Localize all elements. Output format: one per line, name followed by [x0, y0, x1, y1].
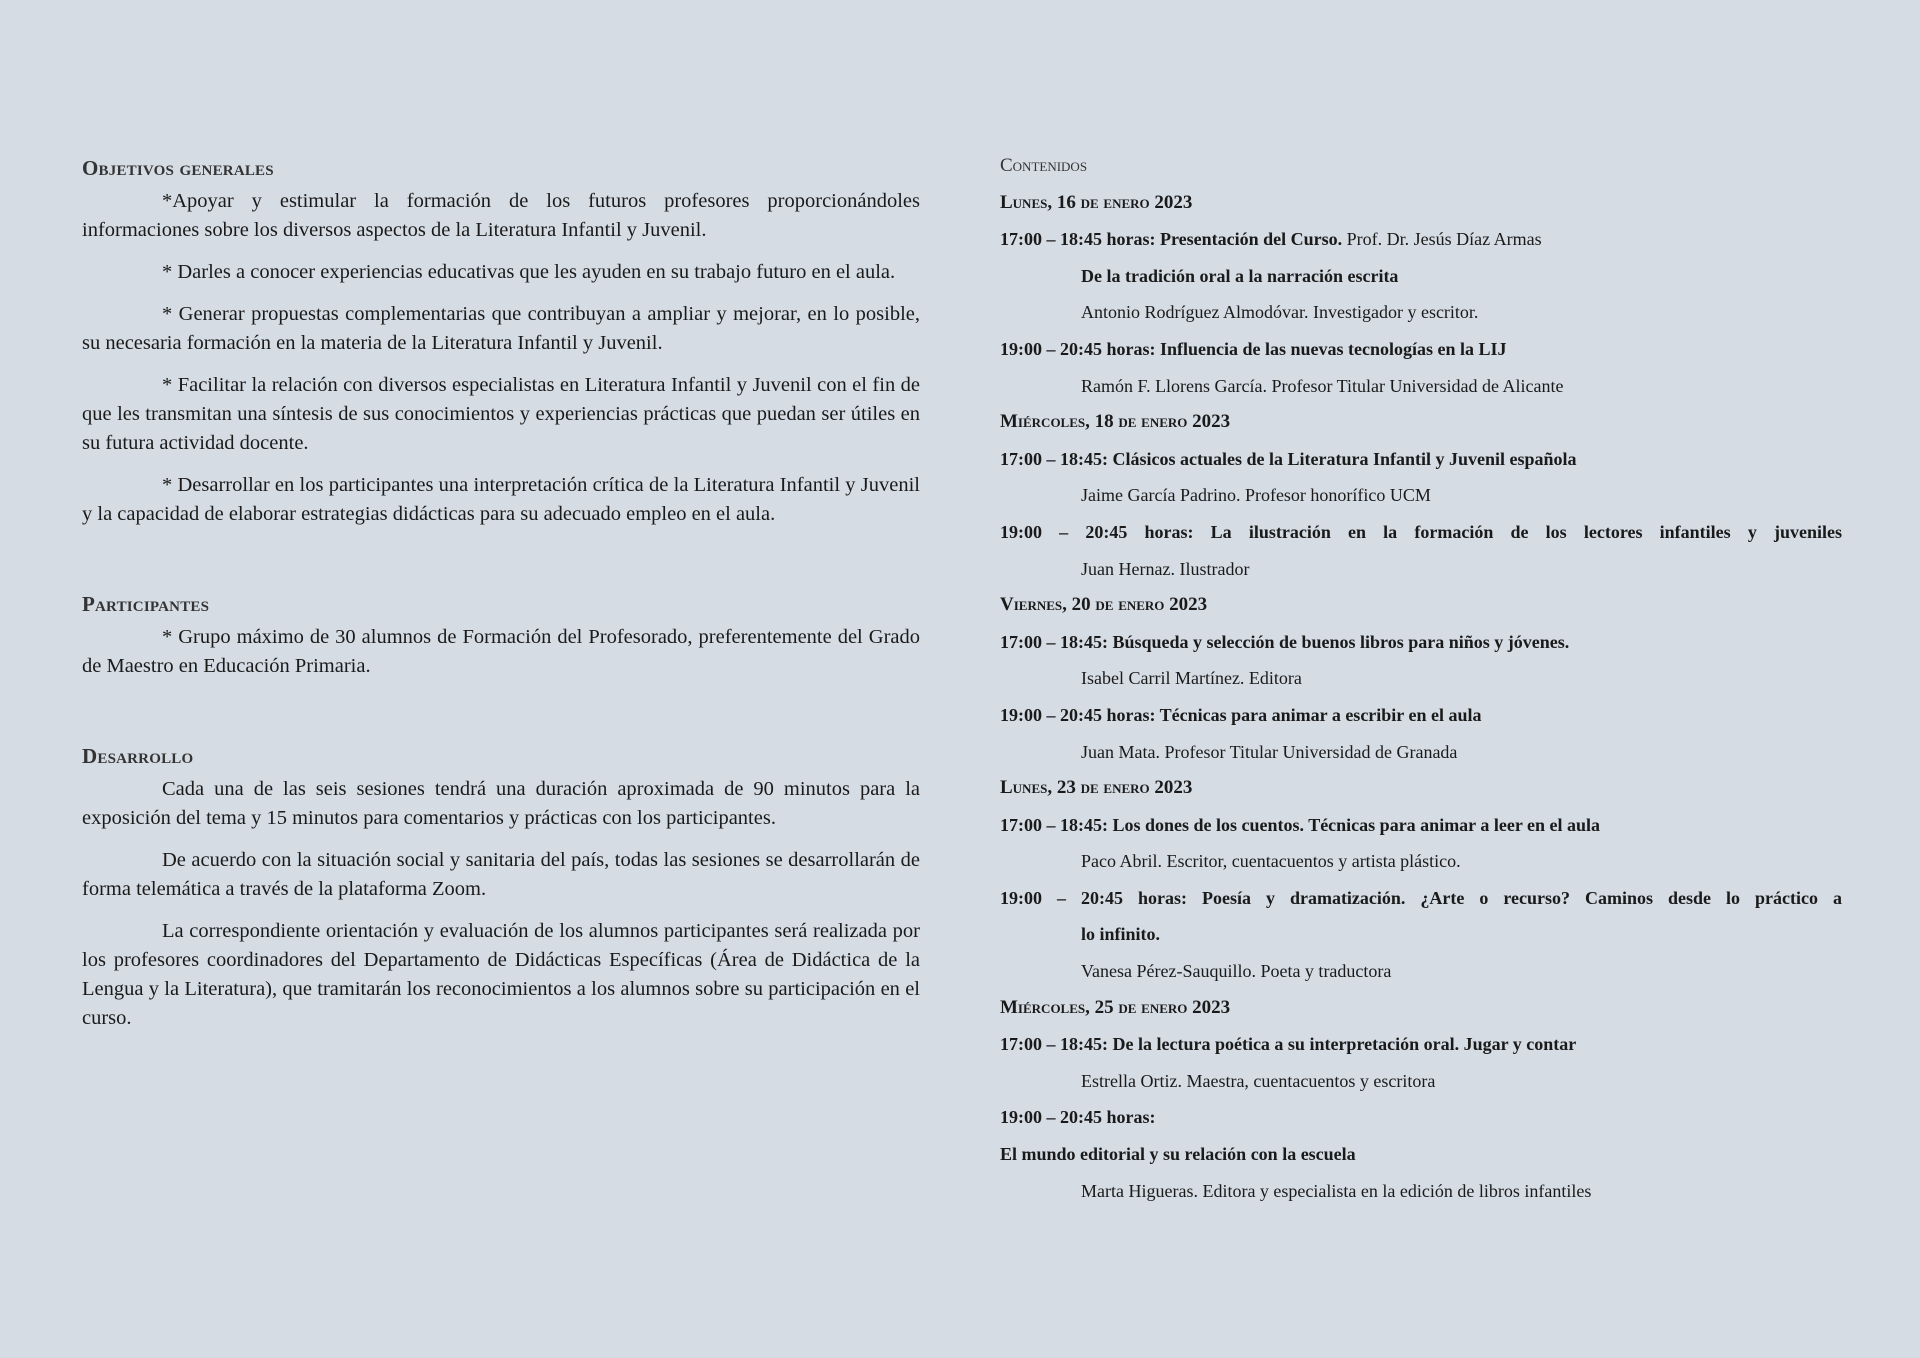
session-title: 19:00 – 20:45 horas: — [1000, 1107, 1156, 1128]
session-line — [1000, 441, 1842, 478]
session-line — [1000, 1136, 1842, 1173]
session-detail: Estrella Ortiz. Maestra, cuentacuentos y escritora — [1081, 1070, 1436, 1091]
session-line — [1000, 258, 1842, 295]
session-detail: Vanesa Pérez-Sauquillo. Poeta y traductora — [1081, 961, 1392, 982]
session-title: 17:00 – 18:45: Los dones de los cuentos. Técnicas para animar a leer en el aula — [1000, 814, 1600, 835]
speaker-line — [1000, 294, 1842, 331]
section-heading: Contenidos — [1000, 155, 1088, 176]
left-column — [82, 156, 920, 1046]
section-heading: Objetivos generales — [82, 156, 274, 180]
session-title: De la tradición oral a la narración escrita — [1081, 265, 1399, 286]
paragraph: La correspondiente orientación y evaluación de los alumnos participantes será realizada por los profesores coordinadores del Departamento de Didácticas Específicas (Área de Didáctica de la Lengua y la Literatura), que tramitarán los reconocimientos a los alumnos sobre su participación en el curso. — [82, 920, 920, 1029]
session-detail: Jaime García Padrino. Profesor honorífico UCM — [1081, 485, 1431, 506]
speaker-line — [1000, 660, 1842, 697]
speaker-line — [1000, 551, 1842, 588]
objetivos-section — [82, 156, 920, 529]
session-line — [1000, 331, 1842, 368]
session-title: 17:00 – 18:45: Clásicos actuales de la Literatura Infantil y Juvenil española — [1000, 448, 1577, 469]
session-title: 17:00 – 18:45: De la lectura poética a su interpretación oral. Jugar y contar — [1000, 1034, 1577, 1055]
session-title: 19:00 – 20:45 horas: Técnicas para animar a escribir en el aula — [1000, 704, 1482, 725]
session-line — [1000, 221, 1842, 258]
paragraph: * Desarrollar en los participantes una interpretación crítica de la Literatura Infantil y Juvenil y la capacidad de elaborar estrategias didácticas para su adecuado empleo en el aula. — [82, 474, 920, 525]
paragraph: * Generar propuestas complementarias que contribuyan a ampliar y mejorar, en lo posible, su necesaria formación en la materia de la Literatura Infantil y Juvenil. — [82, 303, 920, 354]
session-title: lo infinito. — [1081, 924, 1161, 945]
section-heading: Participantes — [82, 592, 210, 616]
session-title: 19:00 – 20:45 horas: Poesía y dramatización. ¿Arte o recurso? Caminos desde lo práctico a — [1000, 887, 1842, 908]
participantes-section — [82, 592, 920, 681]
paragraph: De acuerdo con la situación social y sanitaria del país, todas las sesiones se desarrollarán de forma telemática a través de la plataforma Zoom. — [82, 849, 920, 900]
session-line — [1000, 697, 1842, 734]
desarrollo-section — [82, 744, 920, 1033]
session-detail: Marta Higueras. Editora y especialista en la edición de libros infantiles — [1081, 1180, 1592, 1201]
speaker-line — [1000, 734, 1842, 771]
day-heading: Lunes, 16 de enero 2023 — [1000, 191, 1193, 213]
day-heading: Miércoles, 18 de enero 2023 — [1000, 411, 1231, 433]
session-detail: Juan Hernaz. Ilustrador — [1081, 558, 1250, 579]
section-heading: Desarrollo — [82, 744, 194, 768]
session-detail: Prof. Dr. Jesús Díaz Armas — [1342, 229, 1542, 250]
session-detail: Juan Mata. Profesor Titular Universidad de Granada — [1081, 741, 1458, 762]
session-line — [1000, 624, 1842, 661]
session-title: 19:00 – 20:45 horas: Influencia de las nuevas tecnologías en la LIJ — [1000, 338, 1507, 359]
session-title: 19:00 – 20:45 horas: La ilustración en la formación de los lectores infantiles y juveniles — [1000, 521, 1842, 542]
session-line — [1000, 880, 1842, 917]
paragraph: Cada una de las seis sesiones tendrá una duración aproximada de 90 minutos para la exposición del tema y 15 minutos para comentarios y prácticas con los participantes. — [82, 778, 920, 829]
session-line — [1000, 1099, 1842, 1136]
paragraph: * Grupo máximo de 30 alumnos de Formación del Profesorado, preferentemente del Grado de Maestro en Educación Primaria. — [82, 626, 920, 677]
paragraph: *Apoyar y estimular la formación de los futuros profesores proporcionándoles informaciones sobre los diversos aspectos de la Literatura Infantil y Juvenil. — [82, 190, 920, 241]
session-line — [1000, 1026, 1842, 1063]
session-detail: Paco Abril. Escritor, cuentacuentos y artista plástico. — [1081, 851, 1461, 872]
speaker-line — [1000, 368, 1842, 405]
session-line — [1000, 514, 1842, 551]
session-title: 17:00 – 18:45: Búsqueda y selección de buenos libros para niños y jóvenes. — [1000, 631, 1570, 652]
speaker-line — [1000, 477, 1842, 514]
session-detail: Ramón F. Llorens García. Profesor Titular Universidad de Alicante — [1081, 375, 1564, 396]
session-line — [1000, 916, 1842, 953]
day-heading: Miércoles, 25 de enero 2023 — [1000, 996, 1231, 1018]
paragraph: * Facilitar la relación con diversos especialistas en Literatura Infantil y Juvenil con el fin de que les transmitan una síntesis de sus conocimientos y experiencias prácticas que puedan ser útiles en su futura actividad docente. — [82, 374, 920, 454]
speaker-line — [1000, 1173, 1842, 1210]
day-heading: Viernes, 20 de enero 2023 — [1000, 594, 1208, 616]
session-title: El mundo editorial y su relación con la escuela — [1000, 1144, 1356, 1165]
paragraph: * Darles a conocer experiencias educativas que les ayuden en su trabajo futuro en el aula. — [162, 261, 896, 283]
contenidos-column — [1000, 148, 1842, 1209]
session-title: 17:00 – 18:45 horas: Presentación del Curso. — [1000, 229, 1343, 250]
speaker-line — [1000, 1063, 1842, 1100]
session-line — [1000, 807, 1842, 844]
session-detail: Isabel Carril Martínez. Editora — [1081, 668, 1302, 689]
speaker-line — [1000, 843, 1842, 880]
speaker-line — [1000, 953, 1842, 990]
session-detail: Antonio Rodríguez Almodóvar. Investigador y escritor. — [1081, 302, 1479, 323]
day-heading: Lunes, 23 de enero 2023 — [1000, 777, 1193, 799]
